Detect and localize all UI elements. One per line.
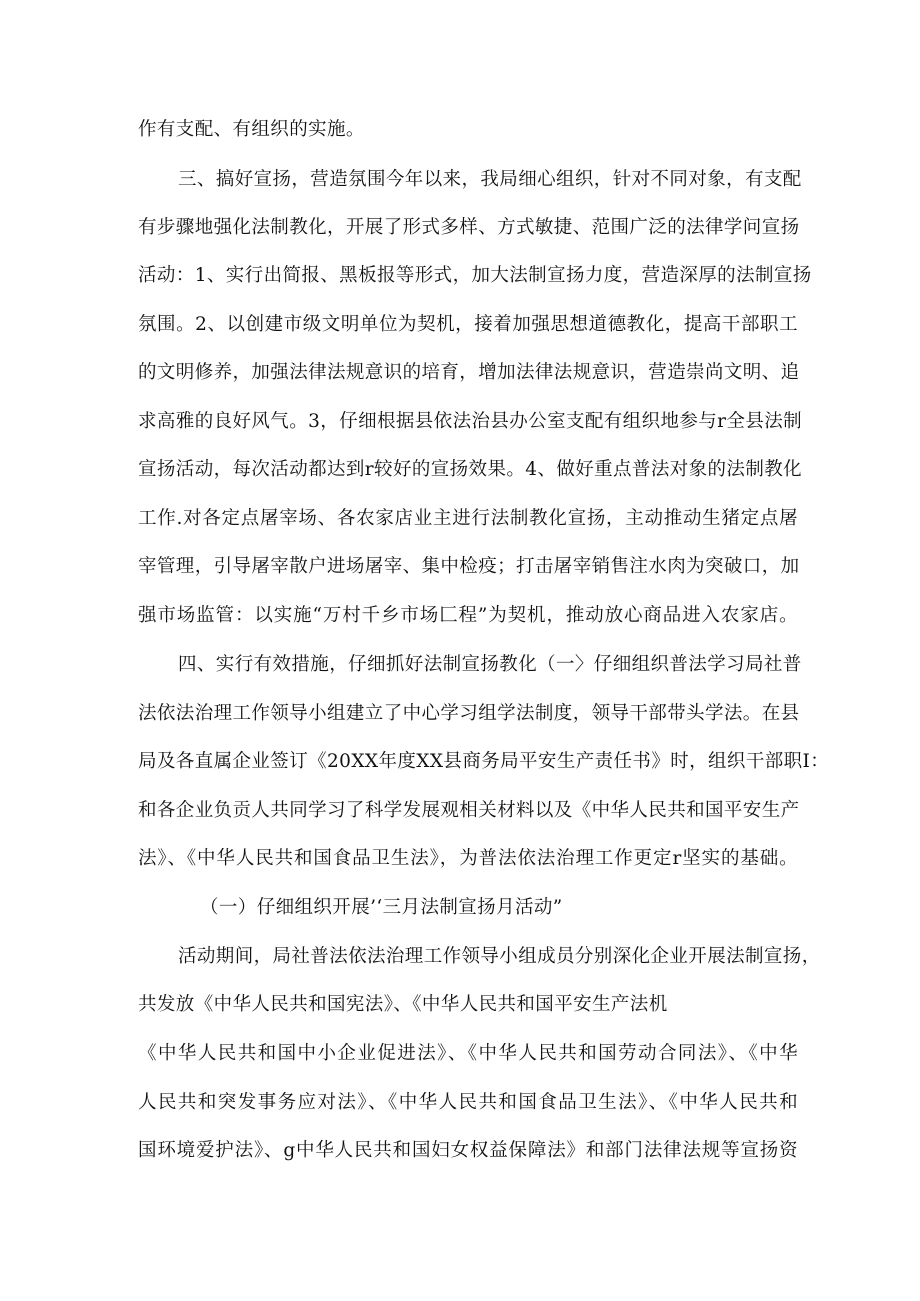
- text-line: 工作.对各定点屠宰场、各农家店业主进行法制教化宣扬，主动推动生猪定点屠: [138, 508, 798, 529]
- text-line: 法》、《中华人民共和国食品卫生法》，为普法依法治理工作更定r坚实的基础。: [138, 848, 798, 869]
- text-line: 活动：1、实行出简报、黑板报等形式，加大法制宣扬力度，营造深厚的法制宣扬: [138, 265, 812, 286]
- text-line: 和各企业负贡人共同学习了科学发展观相关材料以及《中华人民共和国平安生产: [138, 800, 800, 821]
- text-line: 有步骤地强化法制教化，开展了形式多样、方式敏捷、范围广泛的法律学问宣扬: [138, 217, 800, 238]
- text-line: 国环境爱护法》、g中华人民共和国妇女权益保障法》和部门法律法规等宣扬资: [138, 1140, 798, 1161]
- text-line: 强市场监管：以实施“万村千乡市场匚程”为契机，推动放心商品进入农家店。: [138, 605, 798, 626]
- text-line: 宣扬活动，每次活动都达到r较好的宣扬效果。4、做好重点普法对象的法制教化: [138, 459, 803, 480]
- text-line: 作有支配、有组织的实施。: [138, 119, 365, 140]
- text-line: 局及各直属企业签订《20XX年度XX县商务局平安生产责任书》时，组织干部职I：: [138, 751, 830, 772]
- text-line: 的文明修养，加强法律法规意识的培育，增加法律法规意识，营造崇尚文明、追: [138, 362, 800, 383]
- text-line: 求高雅的良好风气。3，仔细根据县依法治县办公室支配有组织地参与r全县法制: [138, 411, 803, 432]
- text-line: 法依法治理工作领导小组建立了中心学习组学法制度，领导干部带头学法。在县: [138, 703, 800, 724]
- text-line: 共发放《中华人民共和国宪法》、《中华人民共和国平安生产法机: [138, 994, 668, 1015]
- paragraph-heading-line: 活动期间，局社普法依法治理工作领导小组成员分别深化企业开展法制宣扬，: [178, 946, 821, 967]
- text-line: 氛围。2、以创建市级文明单位为契机，接着加强思想道德教化，提高干部职工: [138, 314, 798, 335]
- text-line: 人民共和突发事务应对法》、《中华人民共和国食品卫生法》、《中华人民共和: [138, 1092, 798, 1113]
- subheading-line: （一）仔细组织开展’‘三月法制宣扬月活动”: [200, 897, 563, 918]
- paragraph-heading-line: 四、实行有效措施，仔细抓好法制宣扬教化（一〉仔细组织普法学习局社普: [178, 654, 802, 675]
- paragraph-heading-line: 三、搞好宣扬，营造氛围今年以来，我局细心组织，针对不同对象，有支配: [178, 169, 802, 190]
- text-line: 《中华人民共和国中小企业促进法》、《中华人民共和国劳动合同法》、《中华: [138, 1043, 798, 1064]
- text-line: 宰管理，引导屠宰散户进场屠宰、集中检疫；打击屠宰销售注水肉为突破口，加: [138, 556, 800, 577]
